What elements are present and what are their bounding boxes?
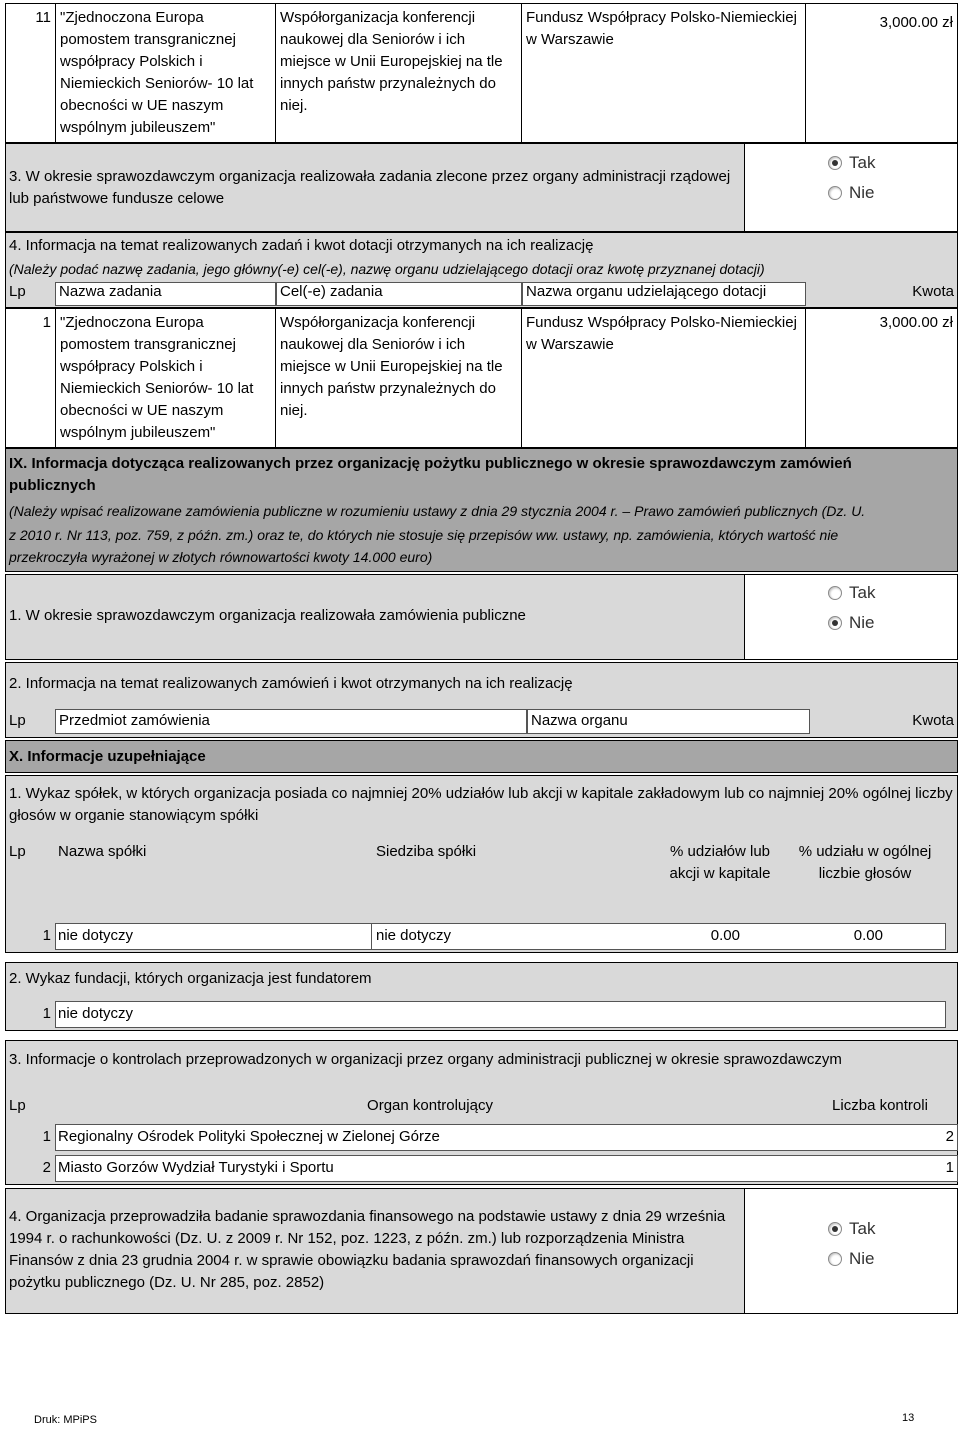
q3-text: 3. W okresie sprawozdawczym organizacja realizowała zadania zlecone przez organy administracji rządowej lub państwowe fundusze celowe — [9, 168, 731, 207]
q3-radio-group[interactable] — [828, 148, 875, 208]
x-q4-radio-group[interactable] — [828, 1214, 875, 1274]
x-q4-option-tak[interactable]: Tak — [828, 1214, 875, 1244]
q4-col-organ: Nazwa organu udzielającego dotacji — [526, 283, 767, 300]
section-x-title: X. Informacje uzupełniające — [9, 748, 206, 765]
x-q1-col-votes: % udziału w ogólnej liczbie głosów — [798, 843, 932, 882]
x-q2-title: 2. Wykaz fundacji, których organizacja jest fundatorem — [9, 970, 372, 987]
ix-q2-col-lp: Lp — [9, 712, 26, 729]
q4-col-amount: Kwota — [912, 283, 954, 300]
ix-q2-col-amount: Kwota — [912, 712, 954, 729]
radio-unselected-icon[interactable] — [828, 186, 842, 200]
ix-q1-option-tak[interactable]: Tak — [828, 578, 875, 608]
x-q1-col-name: Nazwa spółki — [58, 843, 147, 860]
x-q1-col-share: % udziałów lub akcji w kapitale — [669, 843, 771, 882]
x-q4-option-nie[interactable]: Nie — [828, 1244, 875, 1274]
x-q3-row-2-lp: 2 — [42, 1159, 51, 1176]
ix-q2-col-organ: Nazwa organu — [531, 712, 628, 729]
q3-option-nie[interactable]: Nie — [828, 178, 875, 208]
x-q1-row-seat: nie dotyczy — [376, 927, 452, 944]
x-q3-col-organ: Organ kontrolujący — [367, 1097, 493, 1114]
x-q3-row-2-organ: Miasto Gorzów Wydział Turystyki i Sportu — [58, 1159, 334, 1176]
x-q4-text: 4. Organizacja przeprowadziła badanie sprawozdania finansowego na podstawie ustawy z dnia 29 września 1994 r. o rachunkowości (Dz. U. z 2009 r. Nr 152, poz. 1223, z późn. zm.) lub rozporządzenia Ministra Finansów z dnia 23 grudnia 2004 r. w sprawie obowiązku badania sprawozdań finansowych organizacji pożytku publicznego (Dz. U. Nr 285, poz. 2852) — [9, 1208, 726, 1291]
q4-col-goal: Cel(-e) zadania — [280, 283, 383, 300]
x-q2-row-lp: 1 — [42, 1005, 51, 1022]
x-q1-col-seat: Siedziba spółki — [376, 843, 477, 860]
x-q1-row-divider — [371, 923, 372, 950]
x-q2-row-name: nie dotyczy — [58, 1005, 134, 1022]
x-q1-row-name: nie dotyczy — [58, 927, 134, 944]
q4-col-lp: Lp — [9, 283, 26, 300]
top-row-task-goal: Współorganizacja konferencji naukowej dla Seniorów i ich miejsce w Unii Europejskiej na tle innych państw przynależnych do niej. — [276, 3, 522, 143]
x-q1-col-lp: Lp — [9, 843, 26, 860]
x-q3-row-1-organ: Regionalny Ośrodek Polityki Społecznej w Zielonej Górze — [58, 1128, 440, 1145]
x-q3-title: 3. Informacje o kontrolach przeprowadzonych w organizacji przez organy administracji publicznej w okresie sprawozdawczym — [9, 1051, 842, 1068]
x-q2-row — [55, 1001, 946, 1028]
ix-q2-title: 2. Informacja na temat realizowanych zamówień i kwot otrzymanych na ich realizację — [9, 675, 573, 692]
ix-q2-col-subject: Przedmiot zamówienia — [59, 712, 210, 729]
x-q1-row-votes: 0.00 — [853, 927, 883, 944]
q4-title: 4. Informacja na temat realizowanych zadań i kwot dotacji otrzymanych na ich realizację — [9, 237, 594, 254]
x-q1-row-lp: 1 — [42, 927, 51, 944]
x-q3-col-count: Liczba kontroli — [832, 1097, 928, 1114]
page-number: 13 — [902, 1412, 915, 1424]
ix-q1-radio-group[interactable] — [828, 578, 875, 638]
x-q3-col-lp: Lp — [9, 1097, 26, 1114]
radio-selected-icon[interactable] — [828, 616, 842, 630]
top-row-amount: 3,000.00 zł — [806, 3, 958, 143]
q4-col-name: Nazwa zadania — [59, 283, 162, 300]
radio-unselected-icon[interactable] — [828, 586, 842, 600]
x-q1-title: 1. Wykaz spółek, w których organizacja posiada co najmniej 20% udziałów lub akcji w kapitale zakładowym lub co najmniej 20% ogólnej liczby głosów w organie stanowiącym spółki — [9, 785, 953, 824]
ix-q1-text: 1. W okresie sprawozdawczym organizacja realizowała zamówienia publiczne — [9, 607, 526, 624]
top-row-lp: 11 — [5, 3, 55, 143]
q4-row-task-name: "Zjednoczona Europa pomostem transgranicznej współpracy Polskich i Niemieckich Seniorów- 10 lat obecności w UE naszym wspólnym jubileuszem" — [55, 308, 276, 448]
x-q3-row-2-count: 1 — [945, 1159, 954, 1176]
x-q3-row-1-count: 2 — [945, 1128, 954, 1145]
radio-selected-icon[interactable] — [828, 1222, 842, 1236]
radio-unselected-icon[interactable] — [828, 1252, 842, 1266]
section-ix-note-2: z 2010 r. Nr 113, poz. 759, z późn. zm.) oraz te, do których nie stosuje się przepisów ww. ustawy, np. zamówienia, których wartość nie — [9, 527, 839, 543]
section-ix-note-1: (Należy wpisać realizowane zamówienia publiczne w rozumieniu ustawy z dnia 29 stycznia 2004 r. – Prawo zamówień publicznych (Dz. U. — [9, 503, 866, 519]
footer-print-label: Druk: MPiPS — [34, 1414, 97, 1426]
top-row-organ: Fundusz Współpracy Polsko-Niemieckiej w Warszawie — [522, 3, 806, 143]
q4-row-lp: 1 — [5, 308, 55, 448]
q4-row-organ: Fundusz Współpracy Polsko-Niemieckiej w Warszawie — [522, 308, 806, 448]
q3-option-tak[interactable]: Tak — [828, 148, 875, 178]
top-row-task-name: "Zjednoczona Europa pomostem transgranicznej współpracy Polskich i Niemieckich Seniorów- 10 lat obecności w UE naszym wspólnym jubileuszem" — [55, 3, 276, 143]
ix-q1-option-nie[interactable]: Nie — [828, 608, 875, 638]
x-q1-row-share: 0.00 — [710, 927, 740, 944]
q4-row-amount: 3,000.00 zł — [806, 308, 958, 448]
section-ix-title: IX. Informacja dotycząca realizowanych przez organizację pożytku publicznego w okresie sprawozdawczym zamówień publicznych — [9, 455, 852, 494]
q4-row-task-goal: Współorganizacja konferencji naukowej dla Seniorów i ich miejsce w Unii Europejskiej na tle innych państw przynależnych do niej. — [276, 308, 522, 448]
section-ix-note-3: przekroczyła wyrażonej w złotych równowartości kwoty 14.000 euro) — [9, 549, 433, 565]
x-q3-row-1-lp: 1 — [42, 1128, 51, 1145]
radio-selected-icon[interactable] — [828, 156, 842, 170]
q4-note: (Należy podać nazwę zadania, jego główny(-e) cel(-e), nazwę organu udzielającego dotacji oraz kwotę przyznanej dotacji) — [9, 261, 765, 277]
